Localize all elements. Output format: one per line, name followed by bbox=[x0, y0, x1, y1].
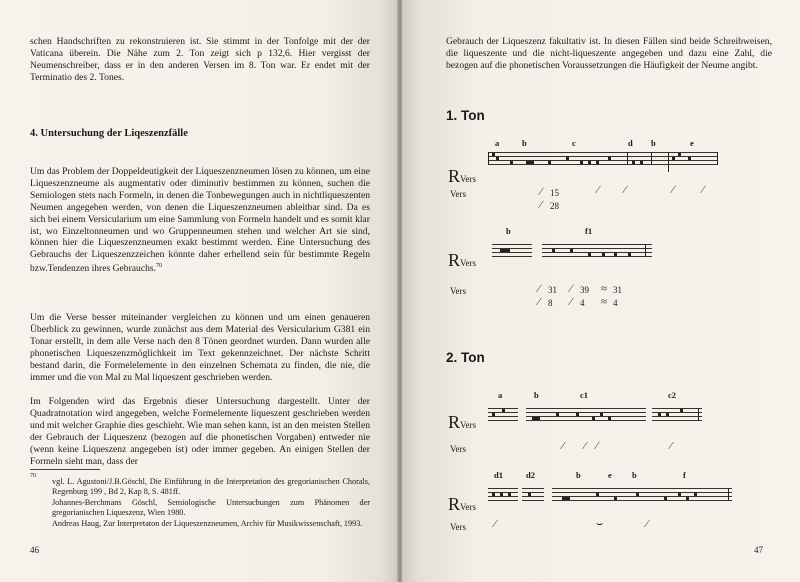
ton1-liq-mark-d: ∕ bbox=[702, 184, 704, 196]
ton1-liq-glyph-2: ∕ bbox=[540, 199, 542, 211]
ton2-vers-1: Vers bbox=[450, 444, 466, 454]
ton1-staff-2a bbox=[492, 244, 532, 258]
ton2-staff-2c bbox=[552, 488, 732, 502]
ton2-label-a: a bbox=[498, 390, 503, 400]
ton2-liq-c: ∕ bbox=[596, 440, 598, 452]
ton2-heading: 2. Ton bbox=[446, 350, 485, 365]
ton1-cite-8: 8 bbox=[548, 298, 553, 308]
ton1-label-c: c bbox=[572, 138, 576, 148]
ton2-label-c1: c1 bbox=[580, 390, 589, 400]
right-page bbox=[402, 0, 800, 582]
ton2-label-d1: d1 bbox=[494, 470, 503, 480]
ton2-liq-d: ⁄ bbox=[670, 440, 672, 452]
ton2-label-b: b bbox=[534, 390, 539, 400]
ton2-liq-f: ⌣ bbox=[596, 518, 604, 530]
ton1-liq-mark-c: ∕ bbox=[672, 184, 674, 196]
ton2-staff-2a bbox=[488, 488, 518, 502]
footnote-number: 70 bbox=[30, 473, 36, 479]
ton1-liq-mark-b: ⁄ bbox=[624, 184, 626, 196]
paragraph-3: Im Folgenden wird das Ergebnis dieser Untersuchung dargestellt. Unter der Quadratnotation wird angegeben, welche Formelemente liqueszent geschrieben werden und mit welcher Graphie dies geschieht. Wie man sehen kann, ist an den meisten Stellen der Gebrauch der Liqueszenz (bezogen auf die phonetischen Vorgaben) entweder nie (wenn keine Liqueszenz angegeben ist) oder immer gegeben. An einigen Stellen der Formeln sieht man, dass der bbox=[30, 396, 370, 467]
ton2-label-d2: d2 bbox=[526, 470, 535, 480]
ton2-liq-b: ⁄ bbox=[584, 440, 586, 452]
intro-paragraph: schen Handschriften zu rekonstruieren ist. Sie stimmt in der Tonfolge mit der der Vaticana überein. Die Nähe zum 2. Ton zeigt sich p 132,6. Hier vergisst der Neumenschreiber, dass er in den anderen Versen im 8. Ton war. Er endet mit der Terminatio des 2. Tones. bbox=[30, 36, 370, 83]
ton1-liq-r2-a: ∕ bbox=[538, 283, 540, 295]
left-page bbox=[0, 0, 398, 582]
ton1-cite-39: 39 bbox=[580, 285, 589, 295]
ton1-staff-1 bbox=[488, 152, 718, 166]
ton1-label-f1: f1 bbox=[585, 226, 593, 236]
ton1-label-b2: b bbox=[651, 138, 656, 148]
footnote-1: vgl. L. Agustoni/J.B.Göschl, Die Einführung in die Interpretation des gregorianischen Chorals, Regenburg 199 , Bd 2, Kap 8, S. 481ff. bbox=[52, 477, 370, 496]
ton2-liq-g: ⁄ bbox=[646, 518, 648, 530]
page-number-right: 47 bbox=[754, 545, 763, 555]
ton1-heading: 1. Ton bbox=[446, 108, 485, 123]
ton1-liq-mark-a: ⁄ bbox=[597, 184, 599, 196]
ton1-label-e: e bbox=[690, 138, 694, 148]
ton2-r-vers-2: RVers bbox=[448, 494, 477, 514]
footnote-3: Andreas Haug, Zur Interpretaton der Liqueszenzneumen, Archiv für Musikwissenschaft, 1993. bbox=[52, 519, 363, 528]
paragraph-2: Um die Verse besser miteinander vergleichen zu können und um einen genaueren Überblick zu gewinnen, wurde zunächst aus dem Material des Versicularium G381 ein Tonar erstellt, in dem alle Verse nach den 8 Tönen geordnet wurden. Dann wurden alle phonetischen Liqueszenzmöglichkeit im Text gekennzeichnet. Der nächste Schritt bestand darin, die Formelelemente in den einzelnen Schemata zu finden, die nie, die immer und die von Mal zu Mal liqueszent geschrieben werden. bbox=[30, 312, 370, 383]
ton1-liq-r2-d: ∕ bbox=[538, 296, 540, 308]
ton2-staff-2b bbox=[522, 488, 544, 502]
ton1-staff-2b bbox=[542, 244, 652, 258]
ton1-label-b: b bbox=[522, 138, 527, 148]
ton1-cite-15: 15 bbox=[550, 188, 559, 198]
ton2-vers-2: Vers bbox=[450, 522, 466, 532]
ton1-cite-4b: 4 bbox=[613, 298, 618, 308]
ton1-liq-glyph: ∕ bbox=[540, 186, 542, 198]
ton1-cite-31b: 31 bbox=[613, 285, 622, 295]
ton1-label-b-row2: b bbox=[506, 226, 511, 236]
paragraph-1: Um das Problem der Doppeldeutigkeit der Liqueszenzneumen lösen zu können, um eine Liqueszenzneume als augmentativ oder diminutiv bestimmen zu können, suchen die Semiologen stets nach Formeln, in denen die Tonbewegungen auch in nichtliqueszenten Neumen angegeben werden, von denen die Liqueszenzneumen ableitbar sind. Da es sich bei einem Versicularium um eine Sammlung von Formeln handelt und es somit klar ist, wo Einzeltonneumen und wo Gruppenneumen stehen und welcher Art sie sind, können hier die Liqueszenzneumen exakt bestimmt werden. Eine Untersuchung des Gebrauchs der Liqueszenzzeichen könnte daher erhellend sein für bestimmte Regeln bzw.Tendenzen ihres Gebrauchs.$^{70}$ bbox=[30, 166, 370, 275]
ton1-label-a: a bbox=[495, 138, 500, 148]
ton1-r-vers-1: RVers bbox=[448, 166, 477, 186]
ton2-label-c2: c2 bbox=[668, 390, 677, 400]
ton1-cite-28: 28 bbox=[550, 201, 559, 211]
section-heading: 4. Untersuchung der Liqeszenzfälle bbox=[30, 128, 188, 139]
ton1-liq-r2-c: ≈ bbox=[601, 283, 608, 295]
intro-paragraph-right: Gebrauch der Liqueszenz fakultativ ist. In diesen Fällen sind beide Schreibweisen, die liqueszente und die nicht-liqueszente angegeben und dazu eine Zahl, die bezogen auf die phonetischen Voraussetzungen die Häufigkeit der Neume angibt. bbox=[446, 36, 772, 71]
ton2-label-b2-r2: b bbox=[632, 470, 637, 480]
ton1-liq-r2-b: ∕ bbox=[570, 283, 572, 295]
ton2-label-f: f bbox=[683, 470, 686, 480]
ton2-r-vers-1: RVers bbox=[448, 412, 477, 432]
footnote-2: Johannes-Berchmans Göschl, Semiologische Untersuchungen zum Phänomen der gregorianischen Liqueszenz, Wien 1980. bbox=[52, 498, 370, 517]
ton1-r-vers-2: RVers bbox=[448, 250, 477, 270]
ton2-label-b-r2: b bbox=[576, 470, 581, 480]
ton2-staff-1a bbox=[488, 408, 518, 422]
ton2-staff-1b bbox=[526, 408, 646, 422]
ton2-staff-1c bbox=[652, 408, 702, 422]
footnote-marker: 70 bbox=[156, 263, 163, 270]
page-number-left: 46 bbox=[30, 545, 39, 555]
ton1-liq-r2-e: ∕ bbox=[570, 296, 572, 308]
footnote-rule bbox=[30, 469, 100, 470]
ton2-liq-e: ⁄ bbox=[494, 518, 496, 530]
ton1-vers-2: Vers bbox=[450, 286, 466, 296]
ton1-liq-r2-f: ≈ bbox=[601, 296, 608, 308]
ton1-cite-4a: 4 bbox=[580, 298, 585, 308]
ton1-label-d: d bbox=[628, 138, 633, 148]
ton1-vers-1: Vers bbox=[450, 189, 466, 199]
ton1-cite-31a: 31 bbox=[548, 285, 557, 295]
ton2-label-e: e bbox=[608, 470, 612, 480]
ton2-liq-a: ⁄ bbox=[562, 440, 564, 452]
